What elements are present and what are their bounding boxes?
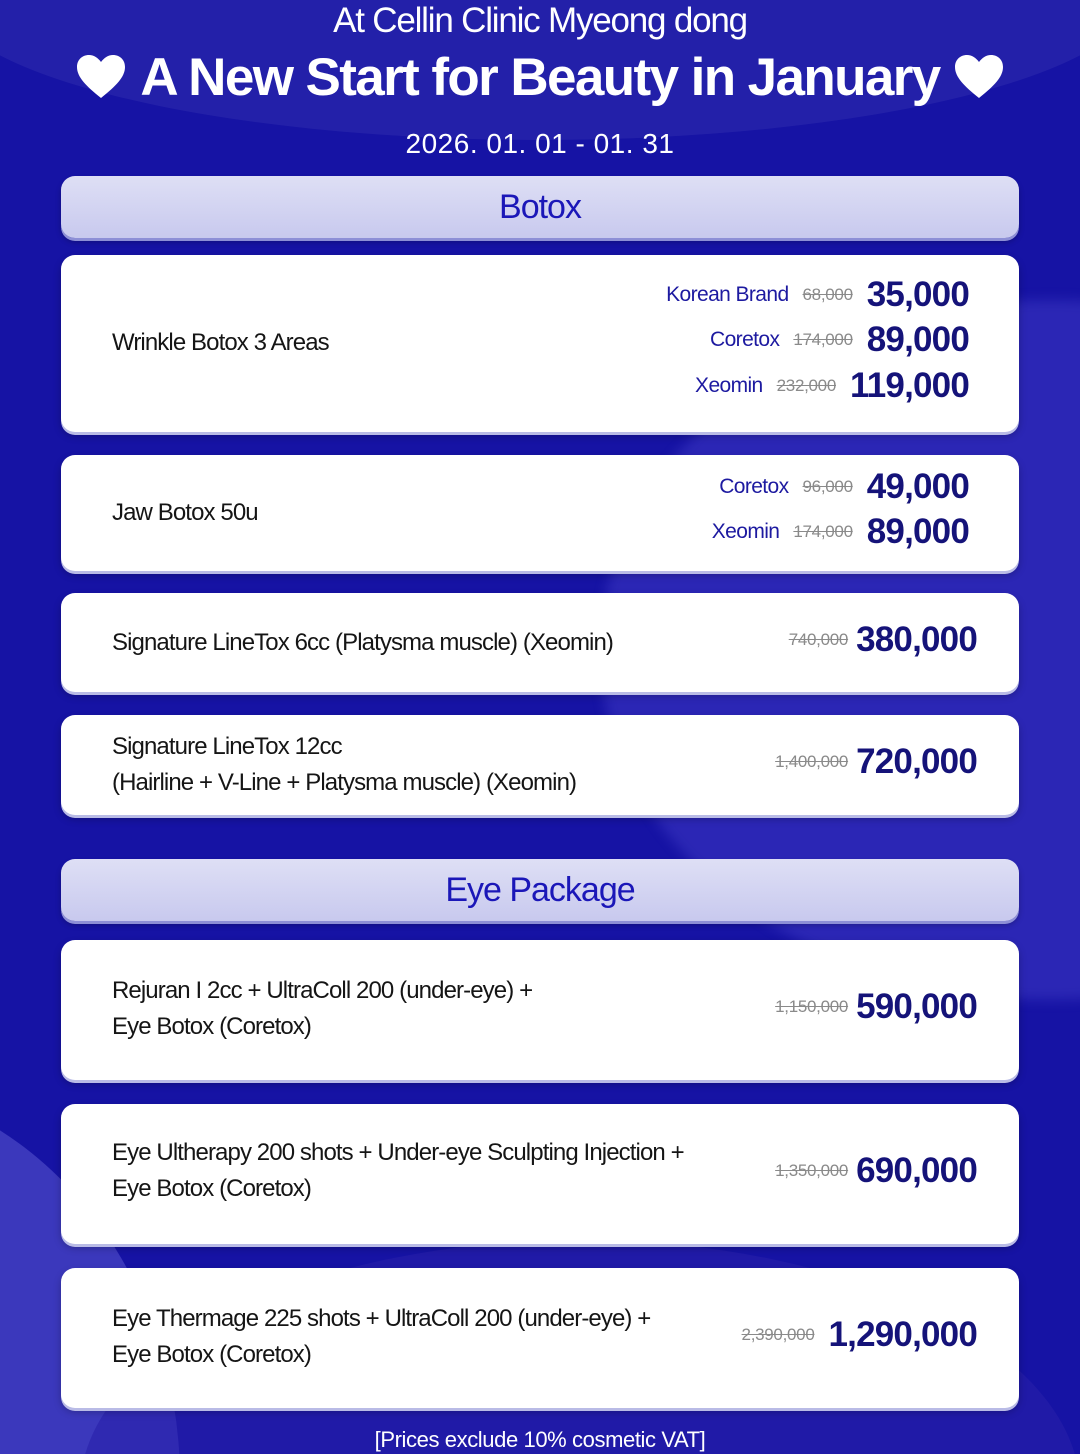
- sale-price: 380,000: [856, 620, 977, 659]
- section-heading-eye-package: Eye Package: [61, 859, 1019, 921]
- price-row: [775, 740, 977, 784]
- clinic-subtitle: At Cellin Clinic Myeong dong: [333, 1, 747, 40]
- treatment-name-line: Rejuran I 2cc + UltraColl 200 (under-eye) +: [112, 977, 533, 1004]
- treatment-name-line: Eye Ultherapy 200 shots + Under-eye Sculpting Injection +: [112, 1139, 684, 1166]
- price-row: [775, 985, 977, 1029]
- promo-title-text: A New Start for Beauty in January: [140, 47, 940, 107]
- sale-price: 590,000: [856, 987, 977, 1026]
- treatment-name-line: Eye Botox (Coretox): [112, 1341, 311, 1368]
- treatment-name: Jaw Botox 50u: [112, 499, 258, 526]
- heart-icon: [954, 54, 1004, 100]
- price-row: [712, 510, 969, 554]
- treatment-name-line: Eye Botox (Coretox): [112, 1175, 311, 1202]
- sale-price: 1,290,000: [828, 1315, 977, 1354]
- sale-price: 49,000: [866, 467, 969, 506]
- section-heading-botox: Botox: [61, 176, 1019, 238]
- treatment-name: [112, 729, 576, 801]
- treatment-name-line: Signature LineTox 12cc: [112, 733, 342, 760]
- brand-label: Xeomin: [711, 520, 780, 543]
- price-card-wrinkle-botox: [61, 255, 1019, 432]
- price-card-eye-thermage: [61, 1268, 1019, 1408]
- brand-label: Coretox: [710, 328, 780, 351]
- brand-label: Korean Brand: [666, 283, 789, 306]
- original-price: 96,000: [802, 477, 853, 496]
- sale-price: 119,000: [850, 366, 969, 405]
- original-price: 1,400,000: [775, 752, 849, 771]
- price-card-jaw-botox: [61, 455, 1019, 571]
- sale-price: 720,000: [856, 742, 977, 781]
- treatment-name: Wrinkle Botox 3 Areas: [112, 329, 329, 356]
- vat-note: [Prices exclude 10% cosmetic VAT]: [374, 1427, 706, 1452]
- original-price: 68,000: [802, 285, 853, 304]
- original-price: 1,150,000: [775, 997, 849, 1016]
- price-card-rejuran-eye: [61, 940, 1019, 1080]
- brand-label: Coretox: [719, 475, 789, 498]
- price-row: [775, 1149, 977, 1193]
- price-row: [742, 1313, 977, 1357]
- sale-price: 89,000: [866, 512, 969, 551]
- price-row: [719, 465, 969, 509]
- sale-price: 89,000: [866, 320, 969, 359]
- promo-title: [0, 44, 1080, 110]
- sale-price: 35,000: [866, 275, 969, 314]
- price-row: [789, 618, 977, 662]
- price-row: [666, 273, 969, 317]
- original-price: 174,000: [793, 330, 853, 349]
- heart-icon: [76, 54, 126, 100]
- brand-label: Xeomin: [695, 374, 763, 397]
- original-price: 1,350,000: [775, 1161, 849, 1180]
- original-price: 2,390,000: [741, 1325, 815, 1344]
- price-card-eye-ultherapy: [61, 1104, 1019, 1244]
- original-price: 232,000: [776, 376, 836, 395]
- treatment-name: [112, 1301, 650, 1373]
- price-row: [695, 364, 969, 408]
- price-row: [710, 318, 969, 362]
- treatment-name: [112, 1135, 684, 1207]
- treatment-name-line: Eye Thermage 225 shots + UltraColl 200 (under-eye) +: [112, 1305, 651, 1332]
- price-card-linetox-6cc: [61, 593, 1019, 692]
- treatment-name: [112, 973, 532, 1045]
- treatment-name: Signature LineTox 6cc (Platysma muscle) (Xeomin): [112, 629, 614, 656]
- original-price: 174,000: [793, 522, 853, 541]
- original-price: 740,000: [788, 630, 849, 649]
- promo-dates: 2026. 01. 01 - 01. 31: [405, 128, 675, 159]
- treatment-name-line: Eye Botox (Coretox): [112, 1013, 311, 1040]
- sale-price: 690,000: [856, 1151, 977, 1190]
- treatment-name-line: (Hairline + V-Line + Platysma muscle) (Xeomin): [112, 769, 577, 796]
- price-card-linetox-12cc: [61, 715, 1019, 815]
